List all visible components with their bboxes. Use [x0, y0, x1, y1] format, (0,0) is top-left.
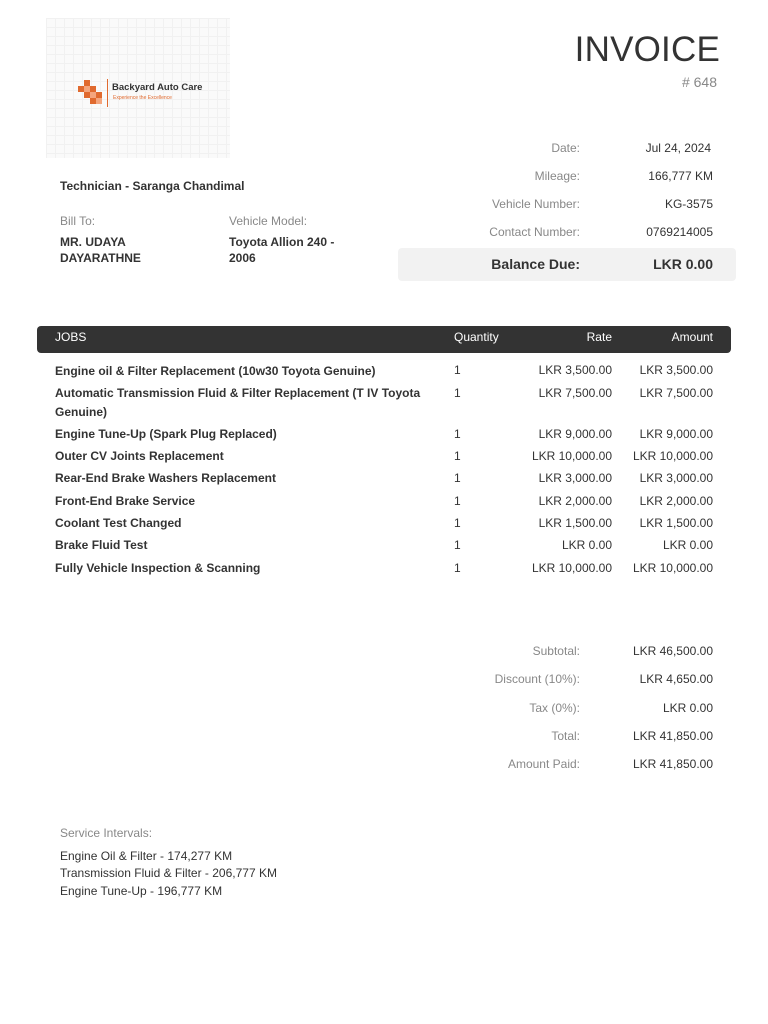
row-amount: LKR 10,000.00	[632, 561, 713, 575]
row-amount: LKR 3,500.00	[639, 363, 713, 377]
vehicle-model-line1: Toyota Allion 240 -	[229, 235, 335, 249]
subtotal-value: LKR 46,500.00	[632, 644, 713, 658]
row-description: Coolant Test Changed	[55, 516, 182, 530]
row-rate: LKR 10,000.00	[531, 561, 612, 575]
date-label: Date:	[551, 141, 580, 155]
row-amount: LKR 1,500.00	[639, 516, 713, 530]
date-value: Jul 24, 2024	[645, 141, 711, 155]
row-description: Automatic Transmission Fluid & Filter Replacement (T IV Toyota Genuine)	[55, 386, 421, 419]
discount-label: Discount (10%):	[494, 672, 580, 686]
row-quantity: 1	[454, 494, 461, 508]
vehicle-model-label: Vehicle Model:	[229, 214, 308, 228]
service-interval-item: Transmission Fluid & Filter - 206,777 KM	[60, 866, 277, 880]
vehicle-model-value	[229, 234, 334, 266]
row-rate: LKR 2,000.00	[538, 494, 612, 508]
row-amount: LKR 9,000.00	[639, 427, 713, 441]
row-quantity: 1	[454, 471, 461, 485]
bill-to-name-line1: MR. UDAYA	[60, 235, 126, 249]
balance-due-value: LKR 0.00	[653, 256, 713, 272]
technician: Technician - Saranga Chandimal	[60, 179, 245, 193]
invoice-number: # 648	[681, 74, 717, 90]
column-amount: Amount	[671, 330, 713, 344]
row-amount: LKR 2,000.00	[639, 494, 713, 508]
row-quantity: 1	[454, 427, 461, 441]
tax-value: LKR 0.00	[662, 701, 713, 715]
row-rate: LKR 0.00	[561, 538, 612, 552]
row-description: Engine Tune-Up (Spark Plug Replaced)	[55, 427, 277, 441]
row-rate: LKR 10,000.00	[531, 449, 612, 463]
row-amount: LKR 3,000.00	[639, 471, 713, 485]
row-quantity: 1	[454, 386, 461, 400]
row-description: Front-End Brake Service	[55, 494, 196, 508]
checkered-flag-icon	[76, 78, 106, 108]
row-description: Engine oil & Filter Replacement (10w30 Toyota Genuine)	[55, 364, 376, 378]
subtotal-label: Subtotal:	[532, 644, 580, 658]
row-quantity: 1	[454, 538, 461, 552]
invoice-title: INVOICE	[574, 30, 720, 69]
logo-divider	[107, 79, 108, 107]
column-rate: Rate	[586, 330, 612, 344]
service-interval-item: Engine Oil & Filter - 174,277 KM	[60, 849, 233, 863]
service-intervals-title: Service Intervals:	[60, 826, 153, 840]
vehicle-model-line2: 2006	[229, 251, 256, 265]
column-jobs: JOBS	[55, 330, 87, 344]
logo-tagline: Experience the Excellence	[113, 95, 172, 101]
row-rate: LKR 9,000.00	[538, 427, 612, 441]
row-quantity: 1	[454, 363, 461, 377]
total-value: LKR 41,850.00	[632, 729, 713, 743]
row-description: Brake Fluid Test	[55, 538, 148, 552]
total-label: Total:	[551, 729, 580, 743]
row-amount: LKR 0.00	[662, 538, 713, 552]
tax-label: Tax (0%):	[529, 701, 580, 715]
bill-to-name-line2: DAYARATHNE	[60, 251, 141, 265]
amount-paid-label: Amount Paid:	[507, 757, 580, 771]
row-description: Fully Vehicle Inspection & Scanning	[55, 561, 261, 575]
row-quantity: 1	[454, 449, 461, 463]
row-amount: LKR 10,000.00	[632, 449, 713, 463]
contact-label: Contact Number:	[489, 225, 580, 239]
row-quantity: 1	[454, 516, 461, 530]
row-description: Outer CV Joints Replacement	[55, 449, 224, 463]
balance-due-label: Balance Due:	[491, 256, 580, 272]
row-quantity: 1	[454, 561, 461, 575]
column-quantity: Quantity	[454, 330, 499, 344]
row-rate: LKR 7,500.00	[538, 386, 612, 400]
contact-value: 0769214005	[646, 225, 713, 239]
logo-name: Backyard Auto Care	[112, 82, 203, 93]
service-interval-item: Engine Tune-Up - 196,777 KM	[60, 884, 223, 898]
discount-value: LKR 4,650.00	[639, 672, 713, 686]
vehicle-number-label: Vehicle Number:	[491, 197, 580, 211]
row-rate: LKR 3,500.00	[538, 363, 612, 377]
row-amount: LKR 7,500.00	[639, 386, 713, 400]
row-rate: LKR 3,000.00	[538, 471, 612, 485]
bill-to-label: Bill To:	[60, 214, 96, 228]
mileage-value: 166,777 KM	[648, 169, 713, 183]
mileage-label: Mileage:	[534, 169, 580, 183]
amount-paid-value: LKR 41,850.00	[632, 757, 713, 771]
vehicle-number-value: KG-3575	[664, 197, 713, 211]
row-description: Rear-End Brake Washers Replacement	[55, 471, 276, 485]
row-rate: LKR 1,500.00	[538, 516, 612, 530]
bill-to-name	[60, 234, 141, 266]
